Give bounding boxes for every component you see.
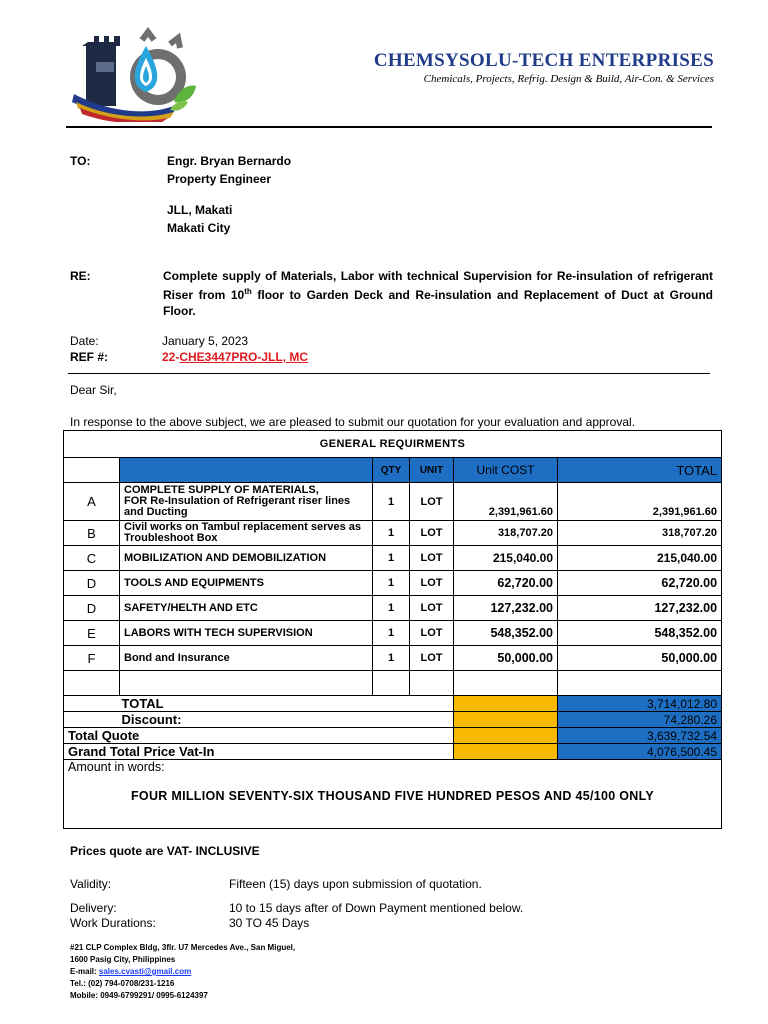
row-qty: 1 <box>373 546 410 571</box>
summary-discount-row <box>64 712 722 728</box>
row-unit-cost: 318,707.20 <box>454 521 558 546</box>
footer-tel: Tel.: (02) 794-0708/231-1216 <box>70 979 175 988</box>
row-unit: LOT <box>410 483 454 521</box>
ref-number: 22-CHE3447PRO-JLL, MC <box>162 350 309 364</box>
row-qty: 1 <box>373 483 410 521</box>
row-total: 548,352.00 <box>558 621 722 646</box>
company-name: CHEMSYSOLU-TECH ENTERPRISES <box>373 50 714 71</box>
row-qty: 1 <box>373 621 410 646</box>
amount-in-words-cell <box>64 760 722 829</box>
col-qty: QTY <box>373 458 410 483</box>
row-code: A <box>64 483 120 521</box>
summary-discount-label: Discount: <box>120 712 454 728</box>
row-unit: LOT <box>410 646 454 671</box>
ref-divider <box>68 373 710 374</box>
row-code: D <box>64 596 120 621</box>
ref-label: REF #: <box>70 350 109 364</box>
row-description: Civil works on Tambul replacement serves as Troubleshoot Box <box>120 521 373 546</box>
row-code: E <box>64 621 120 646</box>
row-total: 62,720.00 <box>558 571 722 596</box>
summary-amber-cell <box>454 728 558 744</box>
col-unit: UNIT <box>410 458 454 483</box>
summary-discount-value: 74,280.26 <box>558 712 722 728</box>
table-row <box>64 521 722 546</box>
row-description: LABORS WITH TECH SUPERVISION <box>120 621 373 646</box>
footer-contact <box>70 942 295 1002</box>
delivery-value: 10 to 15 days after of Down Payment mentioned below. <box>229 901 524 915</box>
row-code: C <box>64 546 120 571</box>
subject-text: Complete supply of Materials, Labor with technical Supervision for Re-insulation of refrigerant Riser from 10th floor to Garden Deck and Re-insulation and Replacement of Duct at Ground Floor. <box>163 269 714 318</box>
summary-total-value: 3,714,012.80 <box>558 696 722 712</box>
amount-words-value: FOUR MILLION SEVENTY-SIX THOUSAND FIVE HUNDRED PESOS AND 45/100 ONLY <box>131 789 655 803</box>
table-row <box>64 621 722 646</box>
row-total: 2,391,961.60 <box>558 483 722 521</box>
summary-grand-total-label: Grand Total Price Vat-In <box>64 744 454 760</box>
addressee-company: JLL, Makati <box>167 203 233 217</box>
summary-amber-cell <box>454 744 558 760</box>
date-value: January 5, 2023 <box>162 334 249 348</box>
row-qty: 1 <box>373 646 410 671</box>
company-logo <box>70 22 200 122</box>
row-description: COMPLETE SUPPLY OF MATERIALS, FOR Re-Insulation of Refrigerant riser lines and Ducting <box>120 483 373 521</box>
summary-amber-cell <box>454 712 558 728</box>
summary-amber-cell <box>454 696 558 712</box>
header-divider <box>66 126 712 128</box>
row-unit: LOT <box>410 521 454 546</box>
to-label: TO: <box>70 154 91 168</box>
row-qty: 1 <box>373 521 410 546</box>
row-description: SAFETY/HELTH AND ETC <box>120 596 373 621</box>
email-link[interactable]: sales.cvasti@gmail.com <box>98 967 192 976</box>
validity-value: Fifteen (15) days upon submission of quotation. <box>229 877 482 891</box>
section-title: GENERAL REQUIRMENTS <box>64 431 722 458</box>
row-unit-cost: 127,232.00 <box>454 596 558 621</box>
summary-grand-total-value: 4,076,500.45 <box>558 744 722 760</box>
row-unit-cost: 548,352.00 <box>454 621 558 646</box>
vat-note: Prices quote are VAT- INCLUSIVE <box>70 844 260 858</box>
quotation-table <box>63 430 722 829</box>
addressee-name: Engr. Bryan Bernardo <box>167 154 292 168</box>
duration-label: Work Durations: <box>70 916 156 930</box>
row-description: MOBILIZATION AND DEMOBILIZATION <box>120 546 373 571</box>
summary-total-quote-row <box>64 728 722 744</box>
intro-paragraph: In response to the above subject, we are pleased to submit our quotation for your evaluation and approval. <box>70 415 636 429</box>
row-total: 50,000.00 <box>558 646 722 671</box>
amount-words-label: Amount in words: <box>68 760 165 774</box>
re-label: RE: <box>70 269 91 283</box>
row-code: D <box>64 571 120 596</box>
spacer-row <box>64 671 722 696</box>
table-row <box>64 546 722 571</box>
row-code: F <box>64 646 120 671</box>
footer-address-line1: #21 CLP Complex Bldg, 3flr. U7 Mercedes Ave., San Miguel, <box>70 943 296 952</box>
row-qty: 1 <box>373 571 410 596</box>
duration-value: 30 TO 45 Days <box>229 916 310 930</box>
row-description: TOOLS AND EQUIPMENTS <box>120 571 373 596</box>
amount-in-words-row <box>64 760 722 829</box>
summary-grand-total-row <box>64 744 722 760</box>
col-unit-cost: Unit COST <box>454 458 558 483</box>
row-code: B <box>64 521 120 546</box>
table-row <box>64 483 722 521</box>
date-label: Date: <box>70 334 99 348</box>
row-unit: LOT <box>410 571 454 596</box>
table-row <box>64 571 722 596</box>
header-blank-cell <box>64 458 120 483</box>
header-desc-cell <box>120 458 373 483</box>
row-unit-cost: 62,720.00 <box>454 571 558 596</box>
table-row <box>64 596 722 621</box>
row-unit-cost: 50,000.00 <box>454 646 558 671</box>
table-row <box>64 646 722 671</box>
row-total: 127,232.00 <box>558 596 722 621</box>
summary-total-label: TOTAL <box>120 696 454 712</box>
summary-total-row <box>64 696 722 712</box>
summary-total-quote-label: Total Quote <box>64 728 454 744</box>
validity-label: Validity: <box>70 877 112 891</box>
row-unit: LOT <box>410 546 454 571</box>
row-qty: 1 <box>373 596 410 621</box>
row-description: Bond and Insurance <box>120 646 373 671</box>
company-tagline: Chemicals, Projects, Refrig. Design & Build, Air-Con. & Services <box>423 73 714 85</box>
footer-email: E-mail: sales.cvasti@gmail.com <box>70 967 192 976</box>
delivery-label: Delivery: <box>70 901 117 915</box>
footer-mobile: Mobile: 0949-6799291/ 0995-6124397 <box>70 991 208 1000</box>
col-total: TOTAL <box>558 458 722 483</box>
row-total: 318,707.20 <box>558 521 722 546</box>
addressee-city: Makati City <box>167 221 231 235</box>
summary-total-quote-value: 3,639,732.54 <box>558 728 722 744</box>
row-total: 215,040.00 <box>558 546 722 571</box>
row-unit-cost: 2,391,961.60 <box>454 483 558 521</box>
addressee-position: Property Engineer <box>167 172 272 186</box>
footer-address-line2: 1600 Pasig City, Philippines <box>70 955 176 964</box>
row-unit: LOT <box>410 596 454 621</box>
row-unit-cost: 215,040.00 <box>454 546 558 571</box>
salutation: Dear Sir, <box>70 383 117 397</box>
row-unit: LOT <box>410 621 454 646</box>
